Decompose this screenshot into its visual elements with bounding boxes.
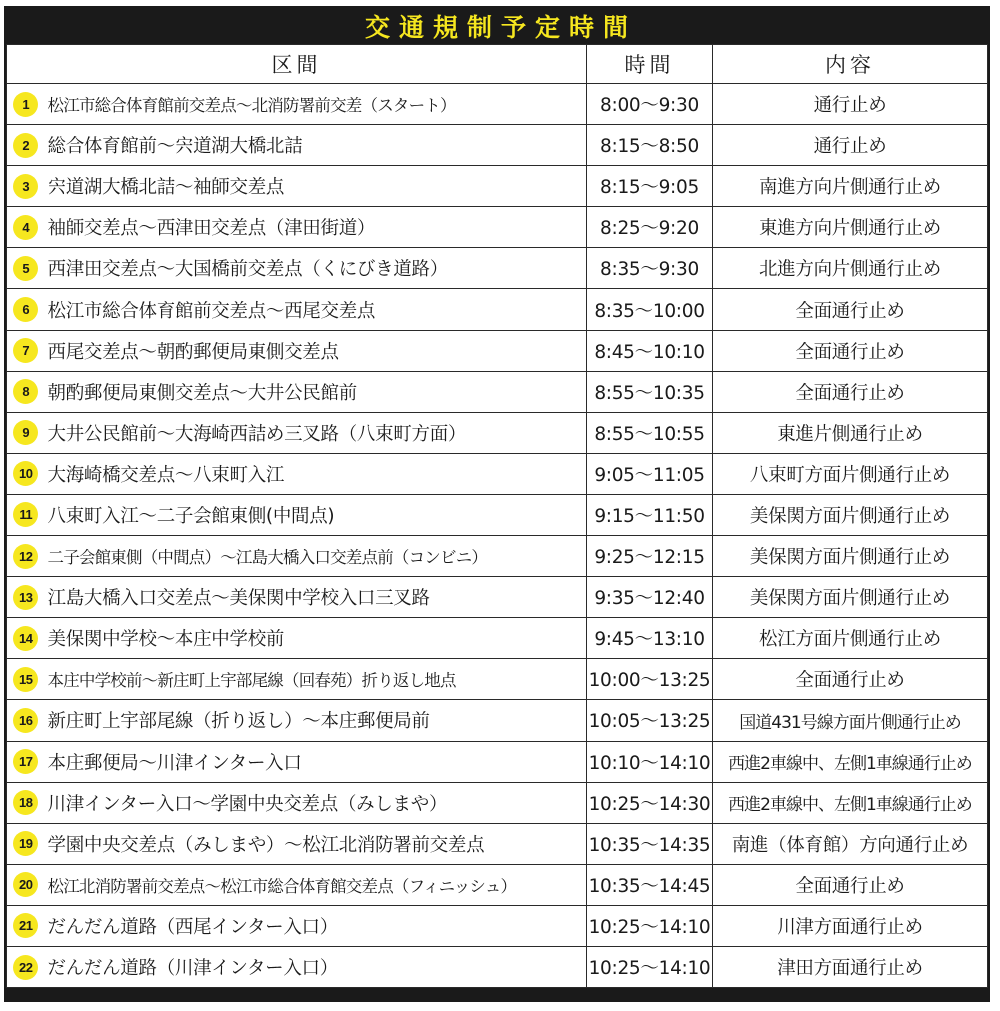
row-number-cell — [7, 700, 45, 741]
time-cell: 9:05～11:05 — [587, 453, 713, 494]
table-row — [7, 248, 988, 289]
time-cell: 9:15～11:50 — [587, 494, 713, 535]
table-row — [7, 84, 988, 125]
description-cell — [713, 905, 988, 946]
time-cell: 8:15～8:50 — [587, 125, 713, 166]
row-number-cell — [7, 248, 45, 289]
table-row — [7, 823, 988, 864]
description-cell — [713, 659, 988, 700]
row-number-cell — [7, 618, 45, 659]
section-cell — [45, 618, 587, 659]
row-number-badge: 3 — [13, 174, 38, 199]
row-number-badge: 20 — [13, 872, 38, 897]
section-text: 江島大橋入口交差点～美保関中学校入口三叉路 — [47, 588, 430, 610]
section-text: だんだん道路（西尾インター入口） — [47, 916, 338, 938]
row-number-badge: 9 — [13, 420, 38, 445]
row-number-badge: 16 — [13, 708, 38, 733]
row-number-cell — [7, 412, 45, 453]
section-text: 西津田交差点～大国橋前交差点（くにびき道路） — [47, 259, 448, 281]
description-text: 津田方面通行止め — [777, 958, 923, 980]
description-text: 東進片側通行止め — [777, 423, 923, 445]
section-text: 美保関中学校～本庄中学校前 — [47, 629, 285, 651]
table-header-row — [7, 45, 988, 84]
time-cell: 9:35～12:40 — [587, 577, 713, 618]
table-row — [7, 494, 988, 535]
section-text: 松江北消防署前交差点～松江市総合体育館交差点（フィニッシュ） — [47, 876, 517, 896]
description-cell — [713, 946, 988, 987]
section-cell — [45, 84, 587, 125]
row-number-badge: 14 — [13, 626, 38, 651]
time-cell: 8:15～9:05 — [587, 166, 713, 207]
section-cell — [45, 659, 587, 700]
description-cell — [713, 700, 988, 741]
row-number-badge: 6 — [13, 297, 38, 322]
description-cell — [713, 864, 988, 905]
time-cell: 8:35～10:00 — [587, 289, 713, 330]
time-cell: 9:45～13:10 — [587, 618, 713, 659]
description-text: 南進方向片側通行止め — [758, 177, 941, 199]
section-text: 西尾交差点～朝酌郵便局東側交差点 — [47, 341, 339, 363]
time-cell: 9:25～12:15 — [587, 536, 713, 577]
time-cell: 10:10～14:10 — [587, 741, 713, 782]
section-text: 本庄中学校前～新庄町上宇部尾線（回春苑）折り返し地点 — [47, 671, 456, 691]
table-row — [7, 125, 988, 166]
section-cell — [45, 371, 587, 412]
row-number-cell — [7, 125, 45, 166]
time-cell: 8:55～10:55 — [587, 412, 713, 453]
row-number-cell — [7, 494, 45, 535]
section-text: 朝酌郵便局東側交差点～大井公民館前 — [47, 382, 357, 404]
row-number-cell — [7, 823, 45, 864]
description-text: 全面通行止め — [795, 300, 905, 322]
section-text: 松江市総合体育館前交差点～北消防署前交差（スタート） — [47, 96, 456, 116]
row-number-cell — [7, 289, 45, 330]
page-title: 交通規制予定時間 — [364, 13, 637, 42]
row-number-cell — [7, 166, 45, 207]
description-text: 全面通行止め — [795, 875, 905, 897]
description-text: 美保関方面片側通行止め — [749, 505, 951, 527]
description-text: 八束町方面片側通行止め — [749, 464, 951, 486]
table-row — [7, 166, 988, 207]
table-row — [7, 207, 988, 248]
description-text: 西進2車線中、左側1車線通行止め — [728, 795, 972, 816]
description-text: 美保関方面片側通行止め — [749, 588, 951, 610]
row-number-cell — [7, 577, 45, 618]
time-cell: 10:00～13:25 — [587, 659, 713, 700]
section-cell — [45, 823, 587, 864]
section-cell — [45, 577, 587, 618]
description-text: 川津方面通行止め — [777, 916, 923, 938]
description-cell — [713, 84, 988, 125]
table-row — [7, 536, 988, 577]
row-number-badge: 17 — [13, 749, 38, 774]
description-cell — [713, 166, 988, 207]
description-text: 全面通行止め — [795, 382, 905, 404]
table-row — [7, 577, 988, 618]
section-text: 本庄郵便局～川津インター入口 — [47, 752, 302, 774]
row-number-badge: 18 — [13, 790, 38, 815]
description-text: 西進2車線中、左側1車線通行止め — [728, 754, 972, 775]
time-cell: 8:00～9:30 — [587, 84, 713, 125]
section-text: 袖師交差点～西津田交差点（津田街道） — [47, 218, 376, 240]
table-row — [7, 946, 988, 987]
row-number-badge: 2 — [13, 133, 38, 158]
description-cell — [713, 494, 988, 535]
row-number-cell — [7, 207, 45, 248]
description-cell — [713, 330, 988, 371]
row-number-badge: 15 — [13, 667, 38, 692]
description-text: 通行止め — [813, 136, 887, 158]
table-row — [7, 453, 988, 494]
section-cell — [45, 494, 587, 535]
description-cell — [713, 453, 988, 494]
time-cell: 8:35～9:30 — [587, 248, 713, 289]
header-description: 内容 — [713, 45, 988, 84]
section-cell — [45, 864, 587, 905]
description-text: 国道431号線方面片側通行止め — [739, 712, 961, 733]
section-cell — [45, 905, 587, 946]
section-cell — [45, 700, 587, 741]
section-text: 二子会館東側（中間点）～江島大橋入口交差点前（コンビニ） — [47, 548, 488, 568]
section-text: だんだん道路（川津インター入口） — [47, 958, 338, 980]
row-number-badge: 12 — [13, 544, 38, 569]
section-text: 学園中央交差点（みしまや）～松江北消防署前交差点 — [47, 834, 485, 856]
section-text: 八束町入江～二子会館東側(中間点) — [47, 505, 335, 527]
row-number-badge: 7 — [13, 338, 38, 363]
description-text: 東進方向片側通行止め — [758, 218, 941, 240]
row-number-badge: 10 — [13, 461, 38, 486]
row-number-cell — [7, 905, 45, 946]
table-row — [7, 700, 988, 741]
row-number-badge: 5 — [13, 256, 38, 281]
row-number-cell — [7, 371, 45, 412]
section-text: 松江市総合体育館前交差点～西尾交差点 — [47, 300, 376, 322]
description-cell — [713, 741, 988, 782]
row-number-badge: 13 — [13, 585, 38, 610]
description-text: 松江方面片側通行止め — [758, 629, 941, 651]
section-text: 総合体育館前～宍道湖大橋北詰 — [47, 136, 303, 158]
row-number-cell — [7, 84, 45, 125]
table-row — [7, 618, 988, 659]
time-cell: 10:05～13:25 — [587, 700, 713, 741]
table-row — [7, 330, 988, 371]
row-number-badge: 21 — [13, 913, 38, 938]
description-cell — [713, 577, 988, 618]
description-cell — [713, 289, 988, 330]
section-cell — [45, 412, 587, 453]
table-row — [7, 782, 988, 823]
section-text: 大井公民館前～大海崎西詰め三叉路（八束町方面） — [47, 423, 467, 445]
description-text: 全面通行止め — [795, 341, 905, 363]
description-cell — [713, 782, 988, 823]
description-cell — [713, 248, 988, 289]
row-number-badge: 19 — [13, 831, 38, 856]
section-cell — [45, 166, 587, 207]
row-number-cell — [7, 453, 45, 494]
section-cell — [45, 536, 587, 577]
time-cell: 8:45～10:10 — [587, 330, 713, 371]
row-number-cell — [7, 330, 45, 371]
header-section: 区間 — [7, 45, 587, 84]
traffic-schedule-table — [6, 44, 988, 988]
table-row — [7, 412, 988, 453]
section-cell — [45, 125, 587, 166]
header-time: 時間 — [587, 45, 713, 84]
time-cell: 10:35～14:35 — [587, 823, 713, 864]
time-cell: 8:25～9:20 — [587, 207, 713, 248]
section-text: 新庄町上宇部尾線（折り返し）～本庄郵便局前 — [47, 711, 430, 733]
row-number-badge: 22 — [13, 955, 38, 980]
description-text: 南進（体育館）方向通行止め — [731, 834, 969, 856]
description-cell — [713, 207, 988, 248]
row-number-cell — [7, 946, 45, 987]
description-cell — [713, 371, 988, 412]
description-cell — [713, 618, 988, 659]
description-text: 通行止め — [813, 95, 887, 117]
row-number-cell — [7, 659, 45, 700]
section-cell — [45, 330, 587, 371]
description-cell — [713, 823, 988, 864]
time-cell: 10:25～14:10 — [587, 905, 713, 946]
row-number-cell — [7, 864, 45, 905]
time-cell: 10:25～14:30 — [587, 782, 713, 823]
row-number-cell — [7, 741, 45, 782]
time-cell: 8:55～10:35 — [587, 371, 713, 412]
section-cell — [45, 782, 587, 823]
row-number-badge: 11 — [13, 502, 38, 527]
row-number-cell — [7, 782, 45, 823]
description-cell — [713, 125, 988, 166]
description-text: 全面通行止め — [795, 670, 905, 692]
section-text: 大海崎橋交差点～八束町入江 — [47, 464, 285, 486]
time-cell: 10:25～14:10 — [587, 946, 713, 987]
section-cell — [45, 289, 587, 330]
row-number-cell — [7, 536, 45, 577]
row-number-badge: 4 — [13, 215, 38, 240]
description-cell — [713, 412, 988, 453]
section-text: 宍道湖大橋北詰～袖師交差点 — [47, 177, 285, 199]
description-text: 美保関方面片側通行止め — [749, 547, 951, 569]
table-row — [7, 289, 988, 330]
section-cell — [45, 741, 587, 782]
table-body — [7, 84, 988, 988]
time-cell: 10:35～14:45 — [587, 864, 713, 905]
table-row — [7, 371, 988, 412]
section-cell — [45, 207, 587, 248]
section-cell — [45, 248, 587, 289]
section-text: 川津インター入口～学園中央交差点（みしまや） — [47, 793, 448, 815]
row-number-badge: 8 — [13, 379, 38, 404]
table-row — [7, 864, 988, 905]
table-row — [7, 741, 988, 782]
description-text: 北進方向片側通行止め — [758, 259, 941, 281]
section-cell — [45, 453, 587, 494]
row-number-badge: 1 — [13, 92, 38, 117]
schedule-frame — [4, 6, 990, 1002]
table-row — [7, 905, 988, 946]
table-row — [7, 659, 988, 700]
section-cell — [45, 946, 587, 987]
description-cell — [713, 536, 988, 577]
